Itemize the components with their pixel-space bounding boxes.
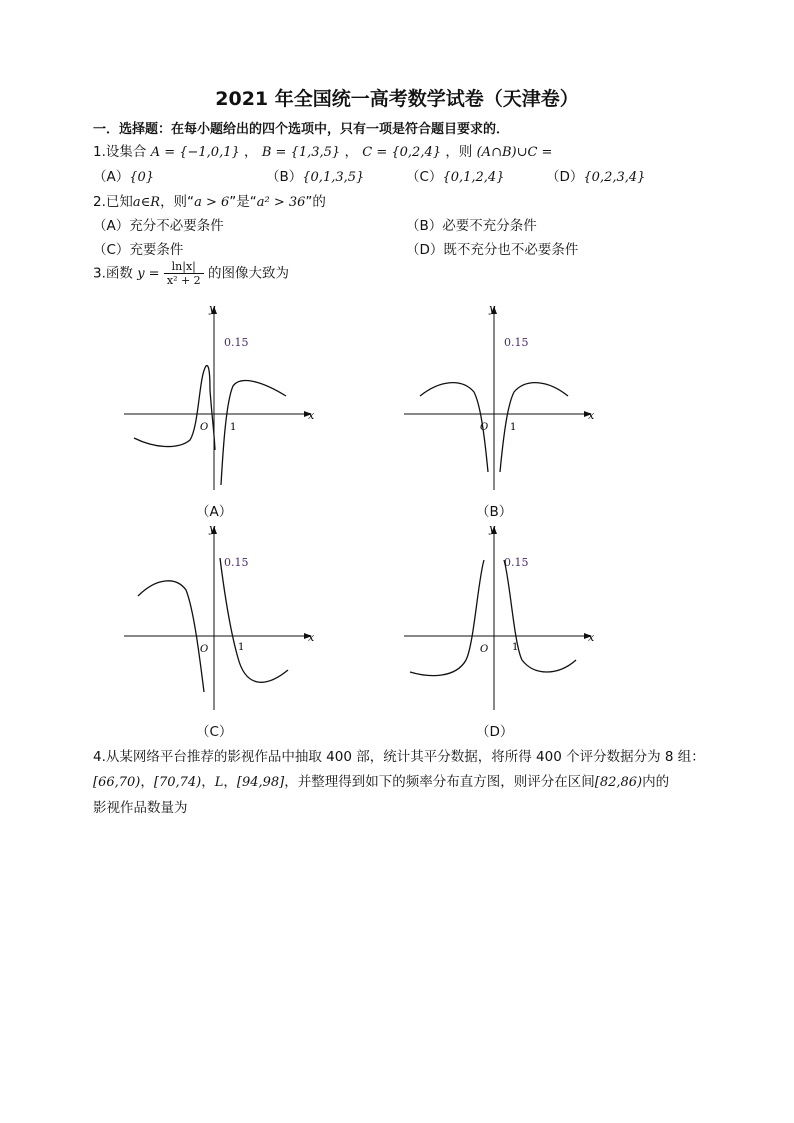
x-axis-label: x (308, 409, 315, 422)
q3-lhs: y = (137, 266, 160, 282)
tick-one-label: 1 (238, 642, 245, 653)
q1-sep2: ， (344, 144, 358, 160)
q2-q: a² > 36 (256, 195, 306, 210)
origin-label: O (480, 644, 489, 655)
tick-015-label: 0.15 (224, 336, 249, 349)
q1-option-d: （D）{0,2,3,4} (546, 169, 646, 185)
graph-d (400, 520, 600, 715)
caption-d: （D） (476, 724, 514, 740)
q2-option-c: （C）充要条件 (93, 242, 184, 258)
q1-set-b: B = {1,3,5} (261, 145, 341, 160)
origin-label: O (200, 422, 209, 433)
q2-stem-b: ，则“ (160, 194, 195, 210)
caption-a: （A） (196, 504, 233, 520)
origin-label: O (200, 644, 209, 655)
q1-option-c: （C）{0,1,2,4} (406, 169, 505, 185)
tick-015-label: 0.15 (224, 556, 249, 569)
question-1-stem (93, 140, 552, 160)
q2-condition: a∈R (132, 195, 161, 210)
x-axis-label: x (588, 631, 595, 644)
question-4-line-1: 4.从某网络平台推荐的影视作品中抽取 400 部，统计其平分数据，将所得 400 个评分数据分为 8 组： (93, 749, 705, 765)
q3-denominator: x² + 2 (166, 274, 201, 287)
caption-c: （C） (196, 724, 233, 740)
tick-one-label: 1 (230, 422, 237, 433)
origin-label: O (480, 422, 489, 433)
graph-a (120, 300, 320, 495)
x-axis-label: x (308, 631, 315, 644)
curve-b-left (420, 383, 488, 472)
q1-option-b: （B）{0,1,3,5} (266, 169, 365, 185)
q1-set-c: C = {0,2,4} (362, 145, 442, 160)
caption-b: （B） (476, 504, 513, 520)
q2-p: a > 6 (194, 195, 230, 210)
curve-d-right (504, 560, 576, 672)
q3-stem-a: 3.函数 (93, 265, 133, 282)
y-axis-label: y (489, 302, 496, 315)
q2-option-a: （A）充分不必要条件 (93, 218, 224, 234)
q4-ellipsis: L (214, 775, 224, 790)
y-axis-label: y (209, 522, 216, 535)
q4-interval-2: [70,74) (153, 775, 202, 790)
q3-stem-b: 的图像大致为 (207, 265, 289, 282)
page-title: 2021 年全国统一高考数学试卷（天津卷） (215, 88, 579, 110)
tick-one-label: 1 (512, 642, 519, 653)
graph-c (120, 520, 320, 715)
y-axis-label: y (209, 302, 216, 315)
curve-c-right (220, 558, 288, 682)
question-3-stem (93, 260, 289, 287)
q2-stem-a: 2.已知 (93, 194, 133, 210)
q2-option-b: （B）必要不充分条件 (406, 218, 537, 234)
q2-stem-c: ”是“ (229, 194, 257, 210)
tick-015-label: 0.15 (504, 336, 529, 349)
y-axis-label: y (489, 522, 496, 535)
q3-fraction (164, 260, 204, 287)
section-heading: 一．选择题：在每小题给出的四个选项中，只有一项是符合题目要求的． (93, 122, 510, 137)
q3-numerator: ln|x| (164, 260, 204, 274)
q4-interval-1: [66,70) (93, 775, 141, 790)
question-2-stem (93, 190, 326, 210)
question-4-line-2: [66,70)，[70,74)，L，[94,98]，并整理得到如下的频率分布直方图，则评分在区间[82,86)内的 (93, 774, 670, 790)
tick-one-label: 1 (510, 422, 517, 433)
tick-015-label: 0.15 (504, 556, 529, 569)
q1-set-a: A = {−1,0,1} (150, 145, 240, 160)
question-4-line-3: 影视作品数量为 (93, 800, 188, 816)
x-axis-label: x (588, 409, 595, 422)
q1-option-a: （A）{0} (93, 169, 155, 185)
q4-interval-4: [82,86) (594, 775, 643, 790)
q2-option-d: （D）既不充分也不必要条件 (406, 242, 579, 258)
q1-stem-b: ，则 (445, 144, 473, 160)
curve-a-left (134, 366, 215, 450)
q2-stem-d: ”的 (305, 194, 326, 210)
graph-b (400, 300, 600, 495)
q4-interval-3: [94,98] (236, 775, 285, 790)
q1-expression: (A∩B)∪C = (476, 145, 553, 160)
q1-stem-a: 1.设集合 (93, 144, 147, 160)
q1-sep1: ， (244, 144, 258, 160)
curve-d-left (410, 560, 484, 676)
